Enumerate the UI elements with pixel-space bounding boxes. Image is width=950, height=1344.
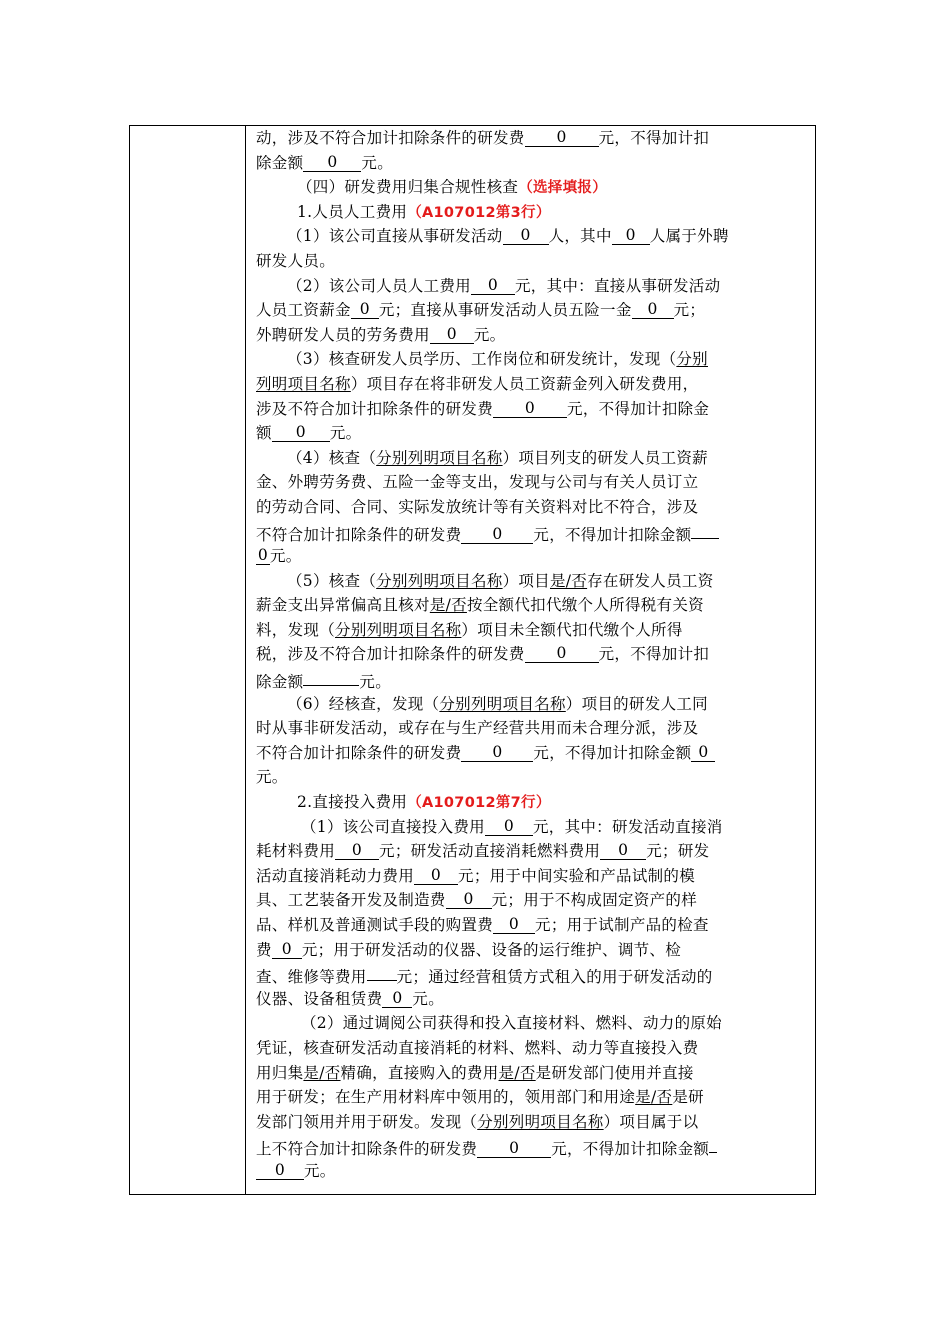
line: （4）核查（分别列明项目名称）项目列支的研发人员工资薪 <box>287 448 708 467</box>
amount-field[interactable]: 0 <box>493 915 535 934</box>
line: （3）核查研发人员学历、工作岗位和研发统计，发现（分别 <box>287 350 708 369</box>
amount-field[interactable]: 0 <box>600 841 646 860</box>
amount-field[interactable]: 0 <box>430 325 474 344</box>
line: 凭证，核查研发活动直接消耗的材料、燃料、动力等直接投入费 <box>256 1038 699 1057</box>
line: 耗材料费用 0 元；研发活动直接消耗燃料费用 0 元；研发 <box>256 841 710 861</box>
line: 活动直接消耗动力费用 0 元；用于中间实验和产品试制的模 <box>256 865 696 885</box>
item-heading: 1.人员人工费用（A107012第3行） <box>297 202 551 221</box>
line: 税，涉及不符合加计扣除条件的研发费 0 元，不得加计扣 <box>256 644 710 664</box>
amount-field[interactable]: 0 <box>477 1139 551 1158</box>
line: 人员工资薪金 0 元；直接从事研发活动人员五险一金 0 元； <box>256 300 706 320</box>
item-heading: 2.直接投入费用（A107012第7行） <box>297 793 551 812</box>
table-content-cell <box>256 126 804 1184</box>
line: 查、维修等费用 元；通过经营租赁方式租入的用于研发活动的 <box>256 962 804 987</box>
line: 费 0 元；用于研发活动的仪器、设备的运行维护、调节、检 <box>256 939 682 959</box>
line: 动，涉及不符合加计扣除条件的研发费 0 元，不得加计扣 <box>256 128 710 147</box>
amount-field[interactable]: 0 <box>493 399 567 418</box>
line: 额 0 元。 <box>256 423 362 443</box>
amount-field[interactable]: 0 <box>525 128 599 147</box>
amount-field[interactable]: 0 <box>335 841 379 860</box>
line: 元。 <box>256 768 288 787</box>
line: 具、工艺装备开发及制造费 0 元；用于不构成固定资产的样 <box>256 890 698 910</box>
line: 涉及不符合加计扣除条件的研发费 0 元，不得加计扣除金 <box>256 398 710 418</box>
line: 0 元。 <box>256 1159 804 1184</box>
amount-field[interactable] <box>709 1134 717 1153</box>
line: 仪器、设备租赁费 0 元。 <box>256 988 445 1008</box>
amount-field[interactable]: 0 <box>256 1161 304 1180</box>
line: 列明项目名称）项目存在将非研发人员工资薪金列入研发费用， <box>256 374 699 393</box>
line: （1）该公司直接从事研发活动 0 人，其中 0 人属于外聘 <box>287 226 729 246</box>
line: 除金额 元。 <box>256 667 804 692</box>
amount-field[interactable]: 0 <box>272 423 330 442</box>
line: 用归集是/否精确，直接购入的费用是/否是研发部门使用并直接 <box>256 1063 694 1082</box>
amount-field[interactable]: 0 <box>461 525 533 544</box>
line: 料，发现（分别列明项目名称）项目未全额代扣代缴个人所得 <box>256 620 683 639</box>
line: 除金额 0 元。 <box>256 152 394 172</box>
line: 不符合加计扣除条件的研发费 0 元，不得加计扣除金额 0 <box>256 741 804 766</box>
review-table <box>129 125 816 1195</box>
line: 发部门领用并用于研发。发现（分别列明项目名称）项目属于以 <box>256 1112 699 1131</box>
count-field[interactable]: 0 <box>612 226 650 245</box>
amount-field[interactable]: 0 <box>351 300 379 319</box>
table-left-column <box>130 126 246 1194</box>
amount-field[interactable]: 0 <box>525 644 599 663</box>
amount-field[interactable] <box>367 962 397 981</box>
line: 金、外聘劳务费、五险一金等支出，发现与公司与有关人员订立 <box>256 473 699 492</box>
line: （1）该公司直接投入费用 0 元，其中：研发活动直接消 <box>301 816 723 836</box>
amount-field[interactable]: 0 <box>446 890 492 909</box>
line: 时从事非研发活动，或存在与生产经营共用而未合理分派，涉及 <box>256 719 699 738</box>
line: （2）该公司人员人工费用 0 元，其中：直接从事研发活动 <box>287 275 721 295</box>
amount-field[interactable]: 0 <box>471 276 515 295</box>
amount-field[interactable] <box>691 520 719 539</box>
line: 不符合加计扣除条件的研发费 0 元，不得加计扣除金额 <box>256 520 804 545</box>
line: 研发人员。 <box>256 251 336 270</box>
line: 外聘研发人员的劳务费用 0 元。 <box>256 324 506 344</box>
line: （6）经核查，发现（分别列明项目名称）项目的研发人工同 <box>287 694 708 713</box>
line: 品、样机及普通测试手段的购置费 0 元；用于试制产品的检查 <box>256 915 709 934</box>
line: 0 元。 <box>257 546 302 566</box>
amount-field[interactable]: 0 <box>272 940 302 959</box>
line: 用于研发；在生产用材料库中领用的，领用部门和用途是/否是研 <box>256 1088 704 1107</box>
line: 薪金支出异常偏高且核对是/否按全额代扣代缴个人所得税有关资 <box>256 596 704 615</box>
line: 的劳动合同、合同、实际发放统计等有关资料对比不符合，涉及 <box>256 497 699 516</box>
count-field[interactable]: 0 <box>503 226 549 245</box>
amount-field[interactable]: 0 <box>461 743 533 762</box>
amount-field[interactable]: 0 <box>414 866 458 885</box>
amount-field[interactable]: 0 <box>303 153 361 172</box>
amount-field[interactable]: 0 <box>257 546 269 565</box>
amount-field[interactable]: 0 <box>382 989 412 1008</box>
amount-field[interactable] <box>303 667 359 686</box>
section-heading: （四）研发费用归集合规性核查（选择填报） <box>297 178 608 197</box>
line: （5）核查（分别列明项目名称）项目是/否存在研发人员工资 <box>287 571 714 590</box>
amount-field[interactable]: 0 <box>632 300 674 319</box>
line: 上不符合加计扣除条件的研发费 0 元，不得加计扣除金额 <box>256 1134 804 1159</box>
amount-field[interactable]: 0 <box>691 743 715 762</box>
amount-field[interactable]: 0 <box>485 817 533 836</box>
line: （2）通过调阅公司获得和投入直接材料、燃料、动力的原始 <box>301 1014 722 1033</box>
